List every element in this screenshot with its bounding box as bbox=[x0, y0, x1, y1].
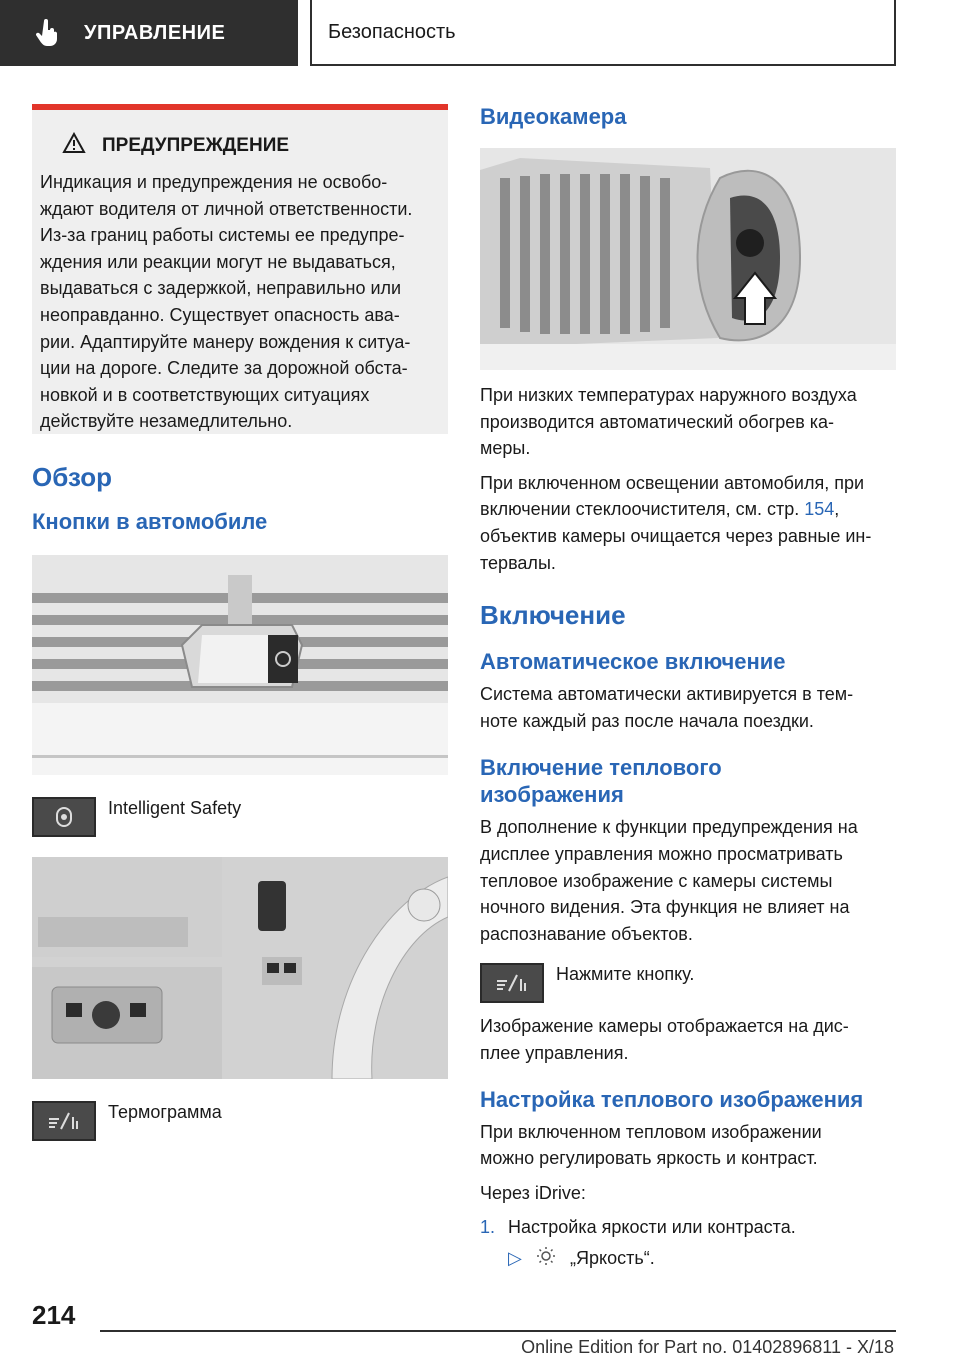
intelligent-safety-row bbox=[32, 797, 448, 837]
steering-photo bbox=[32, 857, 448, 1079]
thermal-description: В дополнение к функции предупреждения на дисплее управления можно просматривать тепловое изображение с камеры системы ночного видения. Эта функция не влияет на распознавание объектов. bbox=[480, 817, 858, 944]
heading-overview: Обзор bbox=[32, 462, 112, 492]
warning-title: ПРЕДУПРЕЖДЕНИЕ bbox=[102, 134, 290, 156]
step-1-number: 1. bbox=[480, 1217, 496, 1238]
camera-heating-text: При низких температурах наружного воздуха производится автоматический обогрев ка- меры. bbox=[480, 385, 857, 459]
brightness-icon bbox=[536, 1246, 556, 1271]
press-button-row bbox=[480, 963, 896, 1003]
display-text: Изображение камеры отображается на дис- плее управления. bbox=[480, 1016, 849, 1063]
step-1-sub[interactable] bbox=[508, 1246, 896, 1271]
heading-camera: Видеокамера bbox=[480, 104, 627, 129]
chapter-title: УПРАВЛЕНИЕ bbox=[84, 21, 226, 44]
camera-grille-photo bbox=[480, 148, 896, 370]
step-1 bbox=[480, 1214, 896, 1240]
settings-text: При включенном тепловом изображении можно регулировать яркость и контраст. bbox=[480, 1121, 822, 1169]
camera-cleaning-text: При включенном освещении автомобиля, при включении стеклоочистителя, см. стр. 154, объектив камеры очищается через равные ин- тервалы. bbox=[480, 472, 872, 573]
edition-text: Online Edition for Part no. 01402896811 - X/18 bbox=[521, 1337, 894, 1357]
intelligent-safety-label: Intelligent Safety bbox=[108, 798, 242, 818]
via-idrive: Через iDrive: bbox=[480, 1182, 586, 1203]
intelligent-safety-button-icon[interactable] bbox=[32, 797, 96, 837]
sub-bullet: ▷ bbox=[508, 1248, 522, 1269]
footer-divider bbox=[100, 1330, 896, 1332]
warning-box bbox=[32, 104, 448, 434]
page-link-154[interactable]: 154 bbox=[804, 499, 835, 520]
thermal-camera-button-icon[interactable] bbox=[32, 1101, 96, 1141]
heading-thermal-settings: Настройка теплового изображения bbox=[480, 1086, 864, 1112]
auto-activation-text: Система автоматически активируется в тем- ноте каждый раз после начала поездки. bbox=[480, 684, 854, 731]
thermal-label: Термограмма bbox=[108, 1102, 222, 1122]
page-number: 214 bbox=[32, 1300, 76, 1330]
section-header bbox=[310, 0, 896, 66]
warning-triangle-icon bbox=[62, 132, 86, 159]
heading-buttons: Кнопки в автомобиле bbox=[32, 509, 268, 534]
grille-photo bbox=[32, 555, 448, 775]
heading-activation: Включение bbox=[480, 600, 626, 631]
heading-auto-activation: Автоматическое включение bbox=[480, 649, 786, 675]
brightness-label: „Яркость“. bbox=[570, 1248, 655, 1269]
chapter-tab[interactable] bbox=[0, 0, 298, 66]
thermal-row bbox=[32, 1101, 448, 1141]
warning-text: Индикация и предупреждения не освобо- ждают водителя от личной ответственности. Из-за границ работы системы ее предупре- ждения или реакции могут не выдаваться, выдаваться с задержкой, неправильно или неоправданно. Существует опасность ава- рии. Адаптируйте манеру вождения к ситуа- ции на дороге. Следите за дорожной обста- новкой и в соответствующих ситуациях действуйте незамедлительно. bbox=[40, 172, 413, 432]
thermal-camera-button-icon-2[interactable] bbox=[480, 963, 544, 1003]
hand-pointer-icon bbox=[26, 0, 68, 66]
heading-thermal-on: Включение теплового изображения bbox=[480, 755, 722, 808]
step-1-text: Настройка яркости или контраста. bbox=[508, 1217, 796, 1238]
press-button-text: Нажмите кнопку. bbox=[556, 964, 695, 985]
right-column bbox=[480, 104, 896, 1271]
left-column bbox=[32, 104, 448, 1141]
section-title: Безопасность bbox=[328, 20, 456, 43]
